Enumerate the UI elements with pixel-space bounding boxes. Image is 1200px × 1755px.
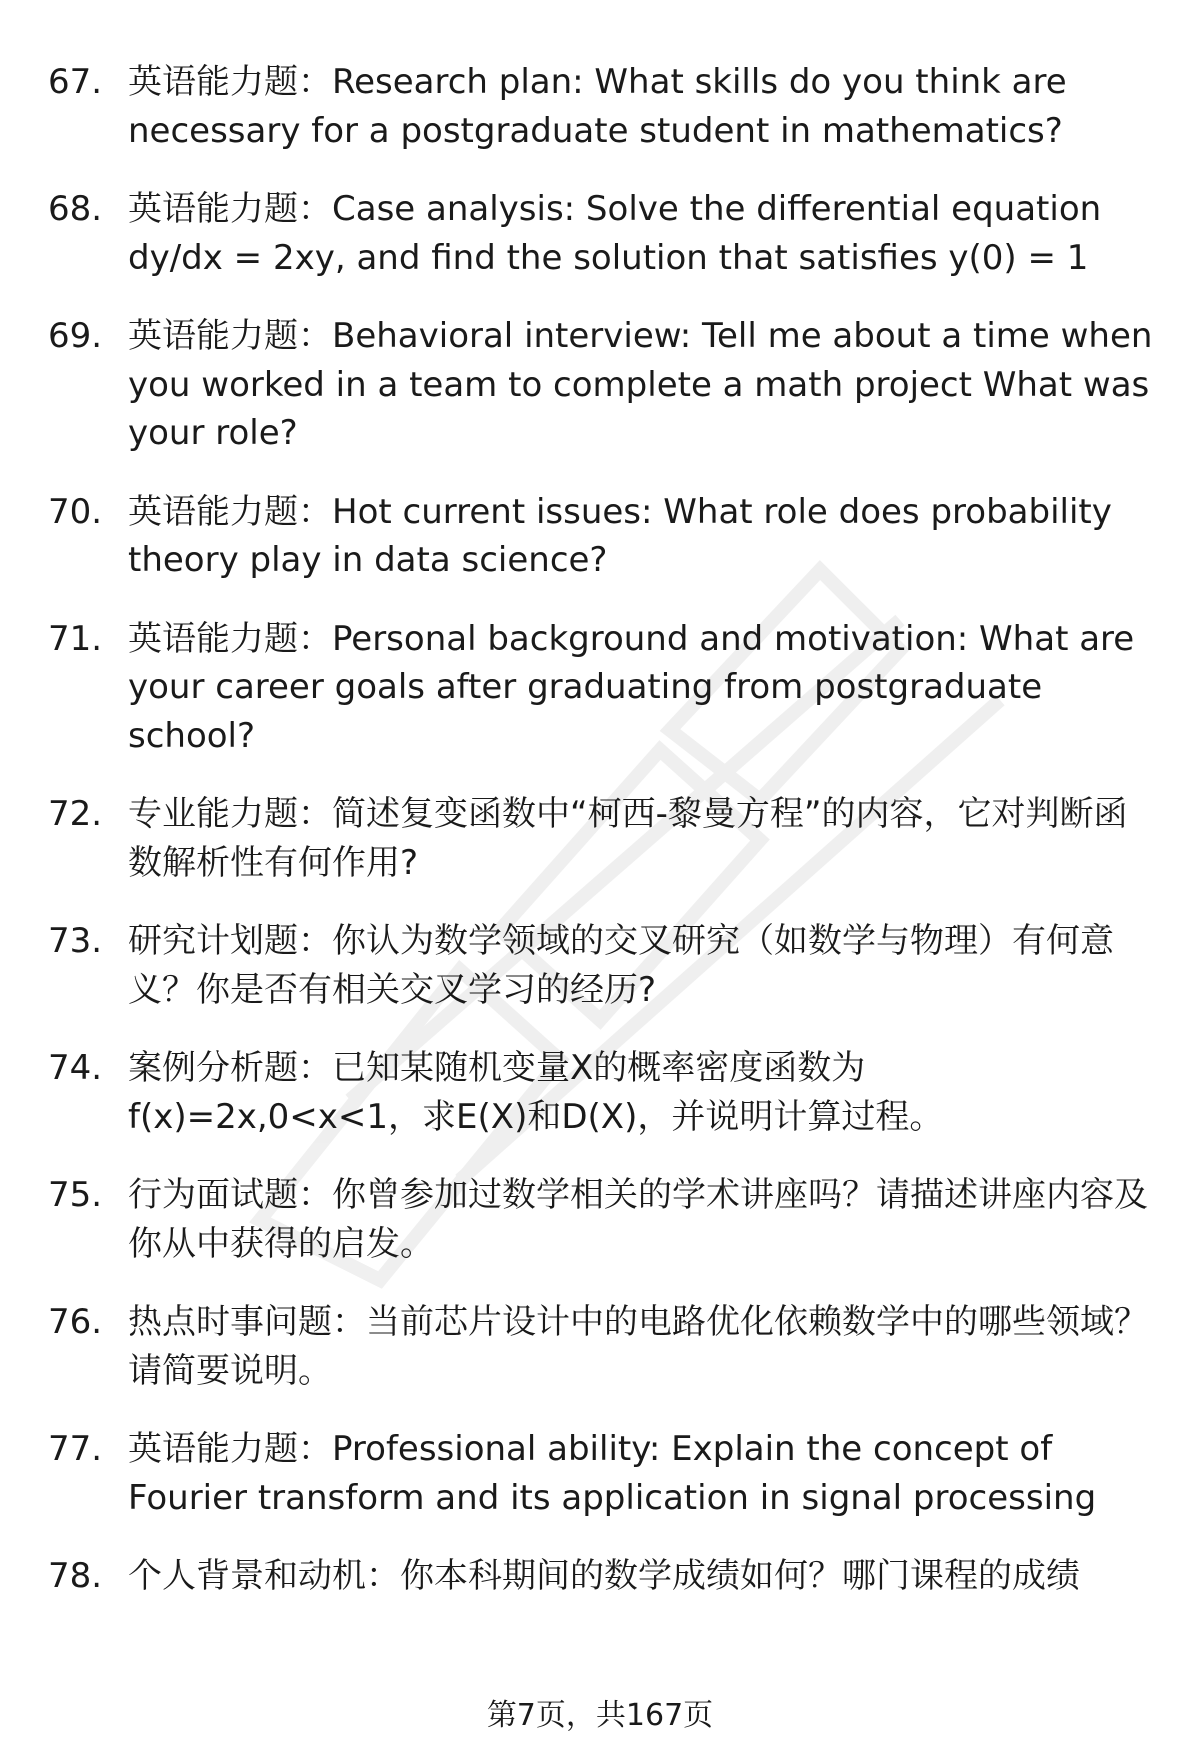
question-text: 英语能力题：Professional ability: Explain the concept of Fourier transform and its application in signal processing	[128, 1429, 1097, 1518]
question-text: 专业能力题：简述复变函数中“柯西-黎曼方程”的内容，它对判断函数解析性有何作用?	[128, 794, 1128, 883]
question-text: 英语能力题：Behavioral interview: Tell me about a time when you worked in a team to complete a math project What was your role?	[128, 316, 1153, 453]
question-number: 68.	[48, 189, 103, 229]
question-text: 研究计划题：你认为数学领域的交叉研究（如数学与物理）有何意义？你是否有相关交叉学习的经历?	[128, 921, 1114, 1010]
question-number: 67.	[48, 62, 103, 102]
question-number: 72.	[48, 794, 103, 834]
question-text: 英语能力题：Hot current issues: What role does probability theory play in data science?	[128, 491, 1112, 580]
question-text: 英语能力题：Case analysis: Solve the differential equation dy/dx = 2xy, and find the solution that satisfies y(0) = 1	[128, 189, 1102, 278]
question-item	[48, 1044, 1158, 1141]
page-number-footer: 第7页，共167页	[486, 1698, 714, 1733]
question-text: 案例分析题：已知某随机变量X的概率密度函数为f(x)=2x,0<x<1，求E(X)和D(X)，并说明计算过程。	[128, 1048, 944, 1137]
question-item	[48, 1298, 1158, 1395]
question-number: 69.	[48, 316, 103, 356]
question-number: 77.	[48, 1429, 103, 1469]
question-item	[48, 790, 1158, 887]
question-item	[48, 1171, 1158, 1268]
question-number: 73.	[48, 921, 103, 961]
question-number: 75.	[48, 1175, 103, 1215]
question-item	[48, 488, 1158, 585]
question-text: 英语能力题：Research plan: What skills do you think are necessary for a postgraduate student in mathematics?	[128, 62, 1067, 151]
question-item	[48, 1425, 1158, 1522]
question-number: 71.	[48, 618, 103, 659]
question-item	[48, 58, 1158, 155]
question-list	[48, 58, 1158, 1601]
question-number: 70.	[48, 491, 103, 532]
question-item	[48, 615, 1158, 761]
question-item	[48, 917, 1158, 1014]
question-item	[48, 312, 1158, 458]
question-text: 热点时事问题：当前芯片设计中的电路优化依赖数学中的哪些领域？请简要说明。	[128, 1302, 1148, 1391]
question-number: 74.	[48, 1048, 103, 1088]
question-text: 行为面试题：你曾参加过数学相关的学术讲座吗？请描述讲座内容及你从中获得的启发。	[128, 1175, 1148, 1264]
question-text: 英语能力题：Personal background and motivation: What are your career goals after graduating from postgraduate school?	[128, 618, 1135, 756]
question-number: 76.	[48, 1302, 103, 1342]
question-number: 78.	[48, 1556, 103, 1596]
question-item	[48, 185, 1158, 282]
question-text: 个人背景和动机：你本科期间的数学成绩如何？哪门课程的成绩	[128, 1556, 1080, 1596]
question-item	[48, 1552, 1158, 1601]
